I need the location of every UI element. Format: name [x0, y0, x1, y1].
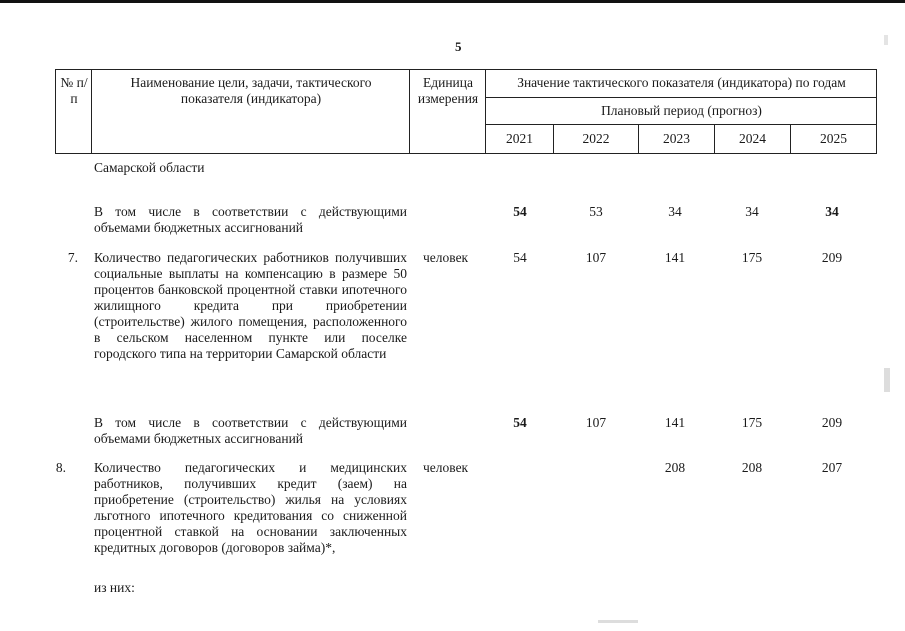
value-2025: 209 [821, 415, 843, 430]
header-number: № п/п [60, 75, 88, 106]
value-2021: 54 [513, 250, 527, 265]
header-year-2021: 2021 [506, 131, 533, 146]
scan-speck [884, 35, 888, 45]
value-2024: 175 [741, 250, 763, 265]
item-number: 8. [55, 460, 66, 475]
note-text: из них: [94, 580, 135, 595]
value-2025: 209 [821, 250, 843, 265]
value-2024: 208 [741, 460, 763, 475]
value-2023: 34 [668, 204, 682, 219]
header-unit: Единица измерения [417, 75, 479, 106]
scan-speck [884, 368, 890, 392]
value-2021: 54 [513, 415, 527, 430]
item-text: Количество педагогических работников получивших социальные выплаты на компенсацию в размере 50 процентов банковской процентной ставки ипотечного жилищного кредита при приобретении (строительстве) жилого помещения, расположенного в сельском населенном пункте или поселке городского типа на территории Самарской области [94, 250, 407, 361]
value-2021: 54 [513, 204, 527, 219]
value-2025: 34 [825, 204, 839, 219]
page-number: 5 [455, 39, 462, 54]
header-year-2025: 2025 [820, 131, 847, 146]
header-year-2023: 2023 [663, 131, 690, 146]
value-2024: 34 [745, 204, 759, 219]
value-2022: 53 [589, 204, 603, 219]
top-border [0, 0, 905, 3]
value-2023: 141 [664, 415, 686, 430]
scan-speck [598, 620, 638, 623]
value-2022: 107 [585, 415, 607, 430]
table-header [55, 69, 877, 154]
item-unit: человек [423, 460, 469, 475]
value-2025: 207 [821, 460, 843, 475]
item-text: Количество педагогических и медицинских работников, получивших кредит (заем) на приобретение (строительство) жилья на условиях льготного ипотечного кредитования со сниженной процентной ставкой на основании заключенных кредитных договоров (договоров займа)*, [94, 460, 407, 555]
header-values: Значение тактического показателя (индикатора) по годам [517, 75, 846, 90]
subtotal-text: В том числе в соответствии с действующими объемами бюджетных ассигнований [94, 204, 407, 235]
header-year-2022: 2022 [582, 131, 610, 146]
header-plan-period: Плановый период (прогноз) [601, 103, 762, 118]
value-2023: 141 [664, 250, 686, 265]
value-2023: 208 [664, 460, 686, 475]
value-2022: 107 [585, 250, 607, 265]
value-2024: 175 [741, 415, 763, 430]
header-year-2024: 2024 [739, 131, 766, 146]
row-continuation-text: Самарской области [94, 160, 205, 175]
subtotal-text: В том числе в соответствии с действующими объемами бюджетных ассигнований [94, 415, 407, 446]
item-number: 7. [67, 250, 78, 265]
item-unit: человек [423, 250, 469, 265]
header-name: Наименование цели, задачи, тактического показателя (индикатора) [130, 75, 372, 106]
